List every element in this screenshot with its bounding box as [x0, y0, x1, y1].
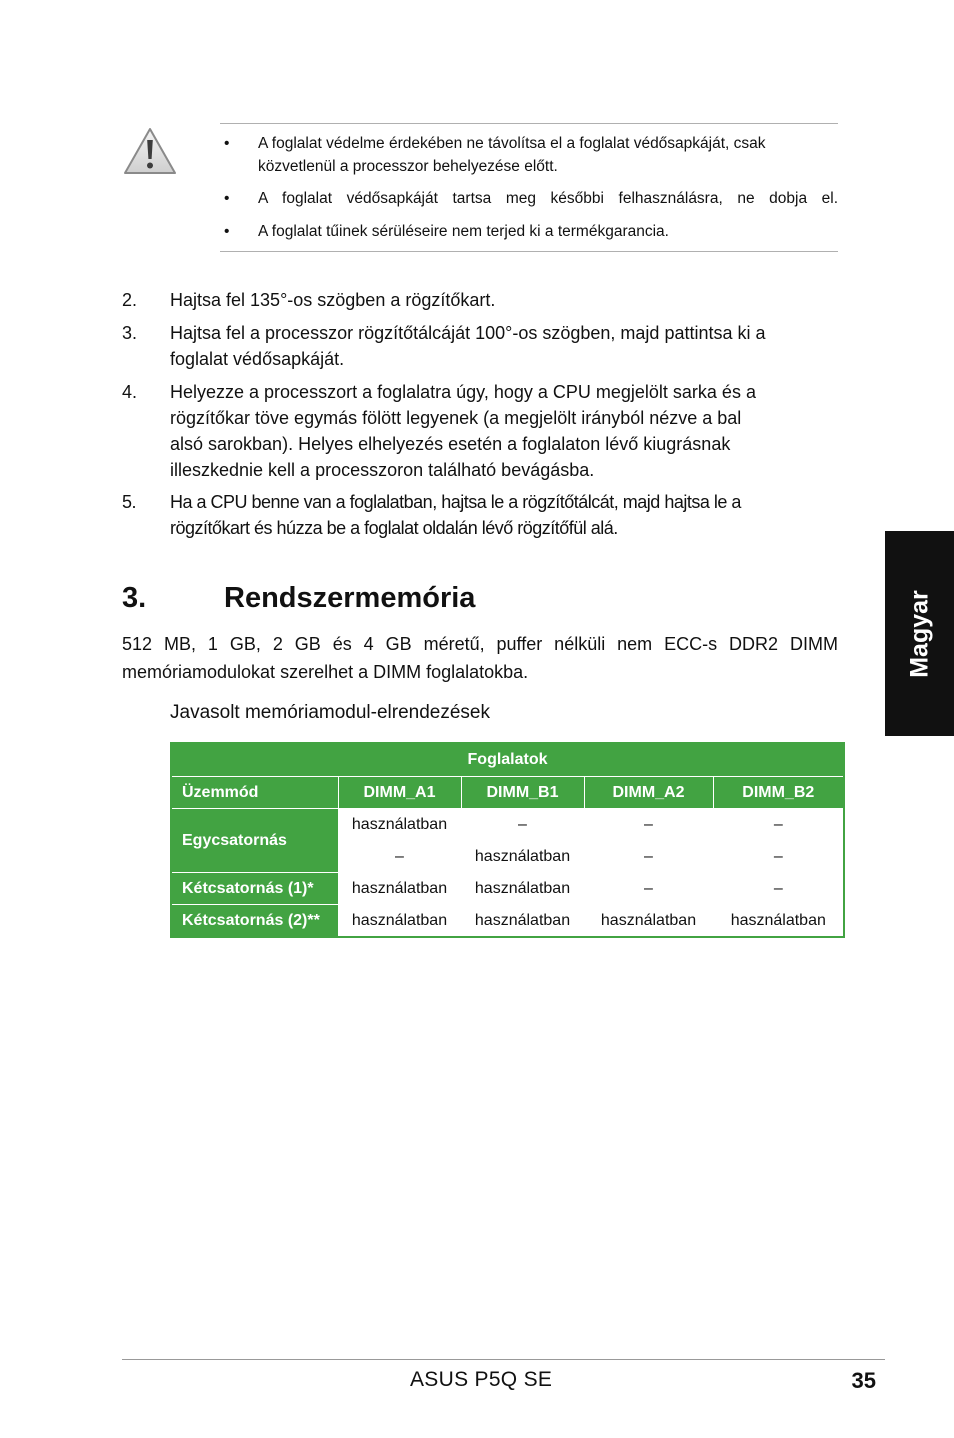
caution-text-line: A foglalat tűinek sérüléseire nem terjed ki a termékgarancia. [258, 223, 669, 240]
step-text-line: illeszkednie kell a processzoron található bevágásba. [170, 460, 595, 480]
column-header-cell: DIMM_A1 [338, 777, 461, 809]
bullet: • [224, 190, 230, 207]
table-row [171, 873, 844, 905]
mode-cell: Kétcsatornás (1)* [171, 873, 338, 905]
table-cell: használatban [461, 905, 584, 938]
table-cell: – [713, 841, 844, 873]
step-number: 4. [122, 382, 138, 402]
table-row [171, 809, 844, 841]
footer-divider [122, 1359, 885, 1360]
table-header-row [171, 777, 844, 809]
mode-cell: Kétcsatornás (2)** [171, 905, 338, 938]
memory-config-table [170, 742, 845, 938]
step-text-line: rögzítőkar töve egymás fölött legyenek (a megjelölt irányból nézve a bal [170, 408, 742, 428]
footer-product-name: ASUS P5Q SE [410, 1368, 553, 1391]
mode-header-cell: Üzemmód [171, 777, 338, 809]
table-cell: használatban [461, 873, 584, 905]
table-row [171, 905, 844, 938]
bullet: • [224, 223, 230, 240]
step-text-line: Ha a CPU benne van a foglalatban, hajtsa le a rögzítőtálcát, majd hajtsa le a [170, 492, 741, 512]
mode-cell: Egycsatornás [171, 809, 338, 873]
table-cell: használatban [584, 905, 713, 938]
caution-text-line: A foglalat védelme érdekében ne távolítsa el a foglalat védősapkáját, csak [258, 135, 766, 152]
table-cell: használatban [461, 841, 584, 873]
column-header-cell: DIMM_B1 [461, 777, 584, 809]
table-cell: használatban [338, 905, 461, 938]
table-cell: használatban [713, 905, 844, 938]
language-tab-label: Magyar [905, 589, 933, 678]
step-text-line: Helyezze a processzort a foglalatra úgy, hogy a CPU megjelölt sarka és a [170, 382, 756, 402]
step-text-line: Hajtsa fel a processzor rögzítőtálcáját 100°-os szögben, majd pattintsa ki a [170, 323, 766, 343]
table-cell: – [338, 841, 461, 873]
step-text-line: Hajtsa fel 135°-os szögben a rögzítőkart. [170, 290, 496, 310]
step-number: 5. [122, 492, 137, 512]
table-cell: – [584, 809, 713, 841]
table-cell: – [713, 873, 844, 905]
intro-line: 512 MB, 1 GB, 2 GB és 4 GB méretű, puffer nélküli nem ECC-s DDR2 DIMM [122, 634, 838, 654]
caution-text-line: A foglalat védősapkáját tartsa meg későbbi felhasználásra, ne dobja el. [258, 190, 838, 207]
table-cell: – [461, 809, 584, 841]
table-caption: Javasolt memóriamodul-elrendezések [170, 702, 490, 723]
column-header-cell: DIMM_A2 [584, 777, 713, 809]
step-number: 2. [122, 290, 138, 310]
step-text-line: foglalat védősapkáját. [170, 349, 345, 369]
step-text-line: alsó sarokban). Helyes elhelyezés esetén a foglalaton lévő kiugrásnak [170, 434, 731, 454]
group-header-cell: Foglalatok [171, 743, 844, 777]
table-cell: – [584, 873, 713, 905]
caution-box [220, 123, 838, 252]
bullet: • [224, 135, 230, 152]
section-title: Rendszermemória [224, 582, 476, 614]
intro-line: memóriamodulokat szerelhet a DIMM foglalatokba. [122, 662, 529, 682]
column-header-cell: DIMM_B2 [713, 777, 844, 809]
table-group-header-row [171, 743, 844, 777]
language-tab [885, 531, 954, 736]
table-cell: – [713, 809, 844, 841]
step-number: 3. [122, 323, 138, 343]
warning-icon [122, 126, 178, 176]
intro-paragraph [122, 630, 838, 686]
footer-page-number: 35 [851, 1368, 876, 1393]
table-cell: használatban [338, 809, 461, 841]
table-cell: – [584, 841, 713, 873]
table-cell: használatban [338, 873, 461, 905]
section-number: 3. [122, 582, 147, 614]
caution-text-line: közvetlenül a processzor behelyezése előtt. [258, 158, 558, 175]
step-text-line: rögzítőkart és húzza be a foglalat oldalán lévő rögzítőfül alá. [170, 518, 618, 538]
